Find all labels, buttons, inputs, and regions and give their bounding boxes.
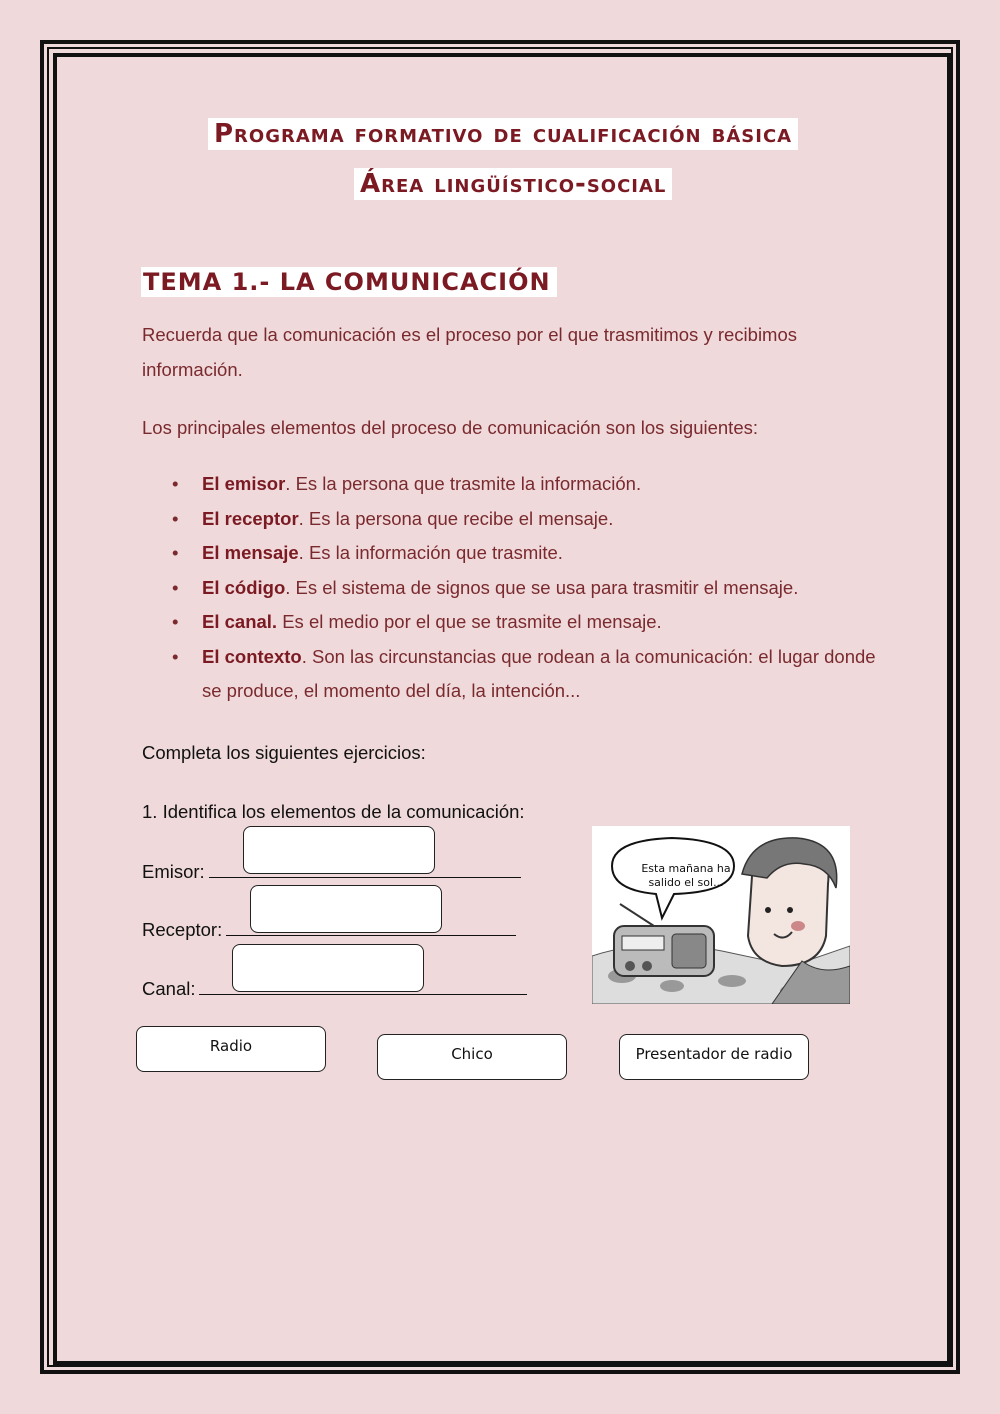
element-desc: . Es la persona que recibe el mensaje.: [298, 507, 614, 529]
radio-illustration: [592, 826, 850, 1004]
exercises-intro: Completa los siguientes ejercicios:: [142, 742, 426, 763]
receptor-label: Receptor:: [142, 919, 223, 940]
element-desc: . Son las circunstancias que rodean a la comunicación: el lugar donde se produce, el momento del día, la intención...: [202, 645, 876, 701]
topic-title: TEMA 1.- LA COMUNICACIÓN: [141, 267, 557, 297]
list-item: [202, 502, 892, 537]
emisor-label: Emisor:: [142, 861, 205, 882]
emisor-drop-zone[interactable]: [243, 826, 435, 874]
speech-bubble-text: Esta mañana ha salido el sol...: [641, 862, 731, 889]
canal-drop-zone[interactable]: [232, 944, 424, 992]
title-line-1: Programa formativo de cualificación básica: [208, 118, 798, 150]
element-term: El emisor: [202, 473, 286, 494]
answer-presentador[interactable]: Presentador de radio: [619, 1034, 809, 1080]
intro-paragraph: Recuerda que la comunicación es el proceso por el que trasmitimos y recibimos información.: [142, 324, 797, 380]
list-item: [202, 605, 892, 640]
canal-label: Canal:: [142, 978, 196, 999]
list-item: [202, 640, 892, 709]
answer-chico[interactable]: Chico: [377, 1034, 567, 1080]
element-term: El mensaje: [202, 542, 299, 563]
element-term: El contexto: [202, 645, 302, 667]
list-item: [202, 571, 892, 606]
boy-radio-drawing: [592, 826, 850, 1004]
answer-radio[interactable]: Radio: [136, 1026, 326, 1072]
element-term: El canal.: [202, 611, 278, 632]
exercise-1-title: 1. Identifica los elementos de la comunicación:: [142, 801, 525, 822]
element-term: El receptor: [202, 507, 299, 529]
elements-intro: Los principales elementos del proceso de comunicación son los siguientes:: [142, 417, 758, 438]
elements-list: [142, 467, 892, 709]
list-item: [202, 536, 892, 571]
element-desc: . Es el sistema de signos que se usa para trasmitir el mensaje.: [285, 576, 799, 598]
list-item: [202, 467, 892, 502]
element-desc: . Es la persona que trasmite la información.: [285, 473, 642, 494]
element-desc: Es el medio por el que se trasmite el mensaje.: [277, 611, 662, 632]
page-border-inner: [53, 53, 951, 1365]
receptor-drop-zone[interactable]: [250, 885, 442, 933]
element-term: El código: [202, 576, 286, 598]
element-desc: . Es la información que trasmite.: [298, 542, 563, 563]
title-line-2: Área lingüístico-social: [354, 168, 672, 200]
